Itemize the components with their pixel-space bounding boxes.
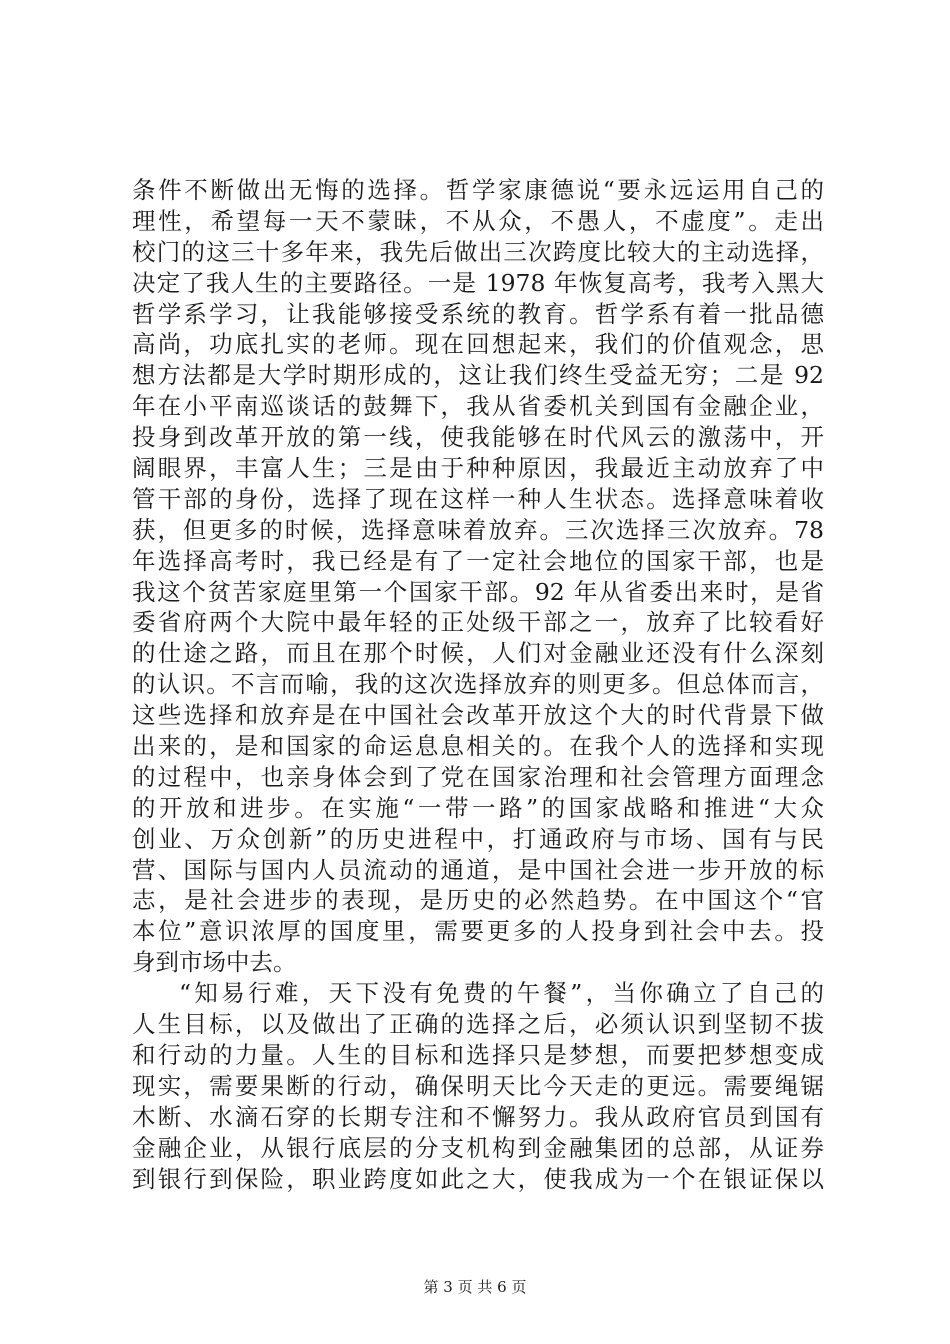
page-footer — [0, 1276, 950, 1297]
text-line: 委省府两个大院中最年轻的正处级干部之一，放弃了比较看好 — [132, 608, 824, 637]
text-line: 决定了我人生的主要路径。一是 1978 年恢复高考，我考入黑大 — [132, 268, 824, 297]
text-line: 金融企业，从银行底层的分支机构到金融集团的总部，从证券 — [132, 1133, 824, 1162]
text-line: 志，是社会进步的表现，是历史的必然趋势。在中国这个“官 — [132, 886, 824, 915]
text-line: “知易行难，天下没有免费的午餐”，当你确立了自己的 — [179, 979, 824, 1008]
text-line: 的过程中，也亲身体会到了党在国家治理和社会管理方面理念 — [132, 762, 824, 791]
text-line: 哲学系学习，让我能够接受系统的教育。哲学系有着一批品德 — [132, 299, 824, 328]
text-line: 本位”意识浓厚的国度里，需要更多的人投身到社会中去。投 — [132, 917, 824, 946]
text-line: 高尚，功底扎实的老师。现在回想起来，我们的价值观念，思 — [132, 330, 824, 359]
text-line: 校门的这三十多年来，我先后做出三次跨度比较大的主动选择， — [132, 237, 824, 266]
text-line: 和行动的力量。人生的目标和选择只是梦想，而要把梦想变成 — [132, 1040, 824, 1069]
text-line: 这些选择和放弃是在中国社会改革开放这个大的时代背景下做 — [132, 701, 824, 730]
text-line: 条件不断做出无悔的选择。哲学家康德说“要永远运用自己的 — [132, 176, 824, 204]
text-line: 年在小平南巡谈话的鼓舞下，我从省委机关到国有金融企业， — [132, 392, 824, 421]
text-line: 获，但更多的时候，选择意味着放弃。三次选择三次放弃。78 — [132, 515, 824, 544]
text-line: 出来的，是和国家的命运息息相关的。在我个人的选择和实现 — [132, 732, 824, 761]
text-line: 的仕途之路，而且在那个时候，人们对金融业还没有什么深刻 — [132, 639, 824, 668]
page-number-label: 第 3 页 共 6 页 — [423, 1278, 527, 1296]
text-line: 创业、万众创新”的历史进程中，打通政府与市场、国有与民 — [132, 824, 824, 853]
text-line: 投身到改革开放的第一线，使我能够在时代风云的激荡中，开 — [132, 423, 824, 452]
text-line: 营、国际与国内人员流动的通道，是中国社会进一步开放的标 — [132, 855, 824, 884]
text-line: 的开放和进步。在实施“一带一路”的国家战略和推进“大众 — [132, 793, 824, 822]
text-line: 现实，需要果断的行动，确保明天比今天走的更远。需要绳锯 — [132, 1071, 824, 1100]
text-line: 管干部的身份，选择了现在这样一种人生状态。选择意味着收 — [132, 484, 824, 513]
text-line: 的认识。不言而喻，我的这次选择放弃的则更多。但总体而言， — [132, 670, 824, 699]
body-text — [132, 175, 824, 1194]
text-line: 想方法都是大学时期形成的，这让我们终生受益无穷；二是 92 — [132, 361, 824, 390]
text-line: 年选择高考时，我已经是有了一定社会地位的国家干部，也是 — [132, 546, 824, 575]
text-line: 理性，希望每一天不蒙昧，不从众，不愚人，不虚度”。走出 — [132, 206, 824, 235]
text-line: 我这个贫苦家庭里第一个国家干部。92 年从省委出来时，是省 — [132, 577, 824, 606]
text-line: 身到市场中去。 — [132, 948, 297, 977]
text-line: 木断、水滴石穿的长期专注和不懈努力。我从政府官员到国有 — [132, 1102, 824, 1131]
text-line: 人生目标，以及做出了正确的选择之后，必须认识到坚韧不拔 — [132, 1010, 824, 1039]
text-line: 到银行到保险，职业跨度如此之大，使我成为一个在银证保以 — [132, 1164, 824, 1193]
text-line: 阔眼界，丰富人生；三是由于种种原因，我最近主动放弃了中 — [132, 454, 824, 483]
